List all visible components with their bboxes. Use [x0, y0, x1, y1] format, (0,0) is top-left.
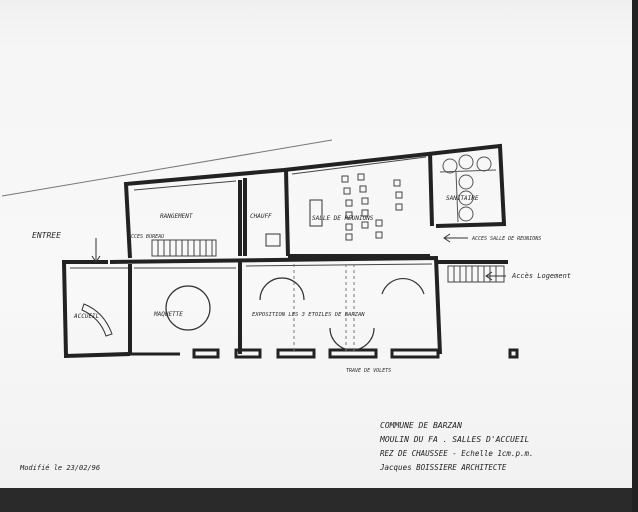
- boiler-box: [266, 234, 280, 246]
- reception-desk: [82, 304, 112, 336]
- room-meeting: SALLE DE REUNIONS: [312, 215, 374, 222]
- room-accueil: ACCUEIL: [74, 313, 100, 320]
- meeting-chairs: [342, 174, 402, 240]
- dashed-axes: [294, 264, 354, 352]
- building-walls: [64, 146, 508, 356]
- model-display-circle: [166, 286, 210, 330]
- meeting-table: [310, 200, 322, 226]
- date-note: Modifié le 23/02/96: [20, 464, 101, 472]
- room-chauff: CHAUFF: [250, 213, 272, 220]
- room-rangement: RANGEMENT: [160, 213, 193, 220]
- title-line-1: COMMUNE DE BARZAN: [380, 421, 462, 430]
- room-sanitaire: SANITAIRE: [446, 195, 479, 202]
- room-exposition: EXPOSITION LES 3 ETOILES DE BARZAN: [252, 312, 365, 318]
- note-volets: TRAVE DE VOLETS: [346, 368, 392, 374]
- title-line-3: REZ DE CHAUSSEE - Echelle 1cm.p.m.: [380, 449, 534, 458]
- stairs-left: [152, 240, 216, 256]
- note-bureau: ACCES BUREAU: [128, 234, 165, 240]
- entrance-label: ENTREE: [32, 231, 61, 240]
- site-line: [2, 140, 332, 196]
- note-housing-access: Accès Logement: [512, 272, 572, 280]
- title-line-4: Jacques BOISSIERE ARCHITECTE: [380, 463, 507, 472]
- note-meeting-access: ACCES SALLE DE REUNIONS: [472, 236, 542, 242]
- facade-openings: [130, 350, 517, 357]
- room-maquette: MAQUETTE: [154, 311, 183, 318]
- stairs-right: [448, 266, 504, 282]
- title-line-2: MOULIN DU FA . SALLES D'ACCUEIL: [380, 435, 530, 444]
- sanitary-fixtures: [440, 155, 496, 222]
